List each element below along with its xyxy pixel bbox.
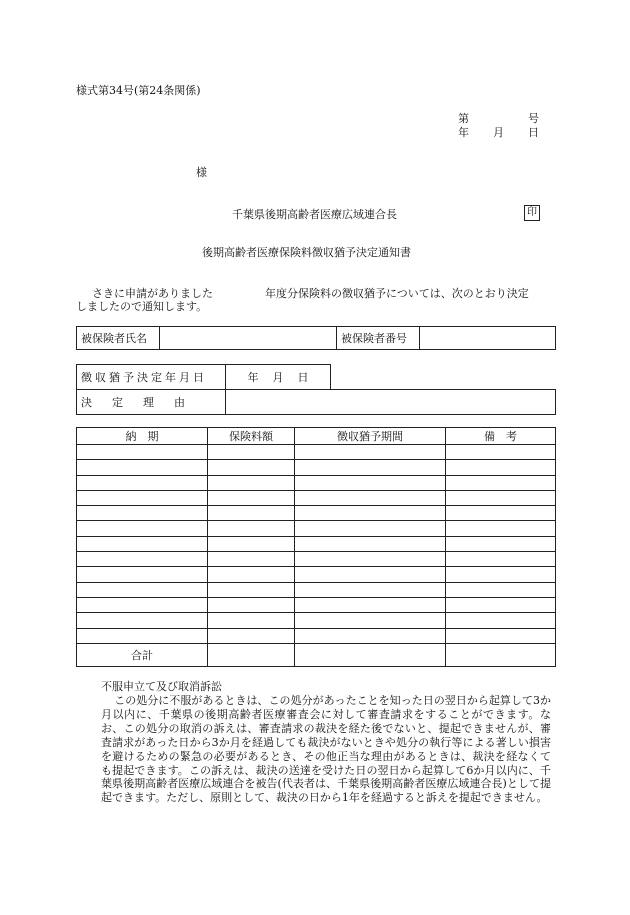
table-cell[interactable] — [295, 567, 446, 582]
table-cell[interactable] — [295, 628, 446, 643]
insured-name-label: 被保険者氏名 — [77, 327, 160, 350]
table-cell[interactable] — [295, 597, 446, 612]
header-grace-period: 徴収猶予期間 — [295, 428, 446, 445]
header-premium: 保険料額 — [208, 428, 295, 445]
table-cell[interactable] — [77, 567, 208, 582]
table-cell[interactable] — [295, 521, 446, 536]
table-cell[interactable] — [446, 628, 556, 643]
table-row — [77, 628, 556, 643]
table-cell[interactable] — [446, 552, 556, 567]
date-day: 日 — [528, 126, 539, 139]
total-cell[interactable] — [295, 643, 446, 666]
addressee-suffix: 様 — [196, 166, 207, 179]
table-cell[interactable] — [295, 552, 446, 567]
table-cell[interactable] — [208, 582, 295, 597]
table-cell[interactable] — [446, 536, 556, 551]
table-cell[interactable] — [77, 460, 208, 475]
table-cell[interactable] — [77, 490, 208, 505]
insured-table — [76, 326, 556, 350]
table-cell[interactable] — [446, 445, 556, 460]
table-row — [77, 460, 556, 475]
table-cell[interactable] — [295, 613, 446, 628]
table-cell[interactable] — [77, 521, 208, 536]
total-label: 合計 — [77, 643, 208, 666]
table-row — [77, 552, 556, 567]
header-due-date: 納 期 — [77, 428, 208, 445]
date-month: 月 — [493, 126, 504, 139]
decision-blank — [331, 365, 556, 390]
table-cell[interactable] — [77, 613, 208, 628]
table-cell[interactable] — [446, 567, 556, 582]
intro-part2: 年度分保険料の徴収猶予については、次のとおり決定 — [265, 287, 529, 300]
doc-number-suffix: 号 — [528, 112, 539, 125]
table-row — [77, 490, 556, 505]
table-cell[interactable] — [295, 582, 446, 597]
table-cell[interactable] — [208, 506, 295, 521]
table-cell[interactable] — [77, 552, 208, 567]
table-cell[interactable] — [77, 475, 208, 490]
table-row — [77, 536, 556, 551]
appeal-body: この処分に不服があるときは、この処分があったことを知った日の翌日から起算して3か月以内に、千葉県の後期高齢者医療審査会に対して審査請求をすることができます。なお、この処分の取消の訴えは、審査請求の裁決を経た後でないと、提起できませんが、審査請求があった日から3か月を経過しても裁決がないときや処分の執行等による著しい損害を避けるための緊急の必要があるとき、その他正当な理由があるときは、裁決を経なくても提起できます。この訴えは、裁決の送達を受けた日の翌日から起算して6か月以内に、千葉県後期高齢者医療広域連合を被告(代表者は、千葉県後期高齢者医療広域連合長)として提起できます。ただし、原則として、裁決の日から1年を経過すると訴えを提起できません。 — [101, 694, 551, 805]
table-cell[interactable] — [208, 552, 295, 567]
decision-month: 月 — [272, 371, 284, 384]
decision-reason-field[interactable] — [226, 390, 556, 415]
decision-year: 年 — [247, 371, 259, 384]
insured-name-field[interactable] — [160, 327, 337, 350]
table-row — [77, 445, 556, 460]
appeal-notice — [101, 680, 551, 805]
table-row — [77, 613, 556, 628]
table-cell[interactable] — [295, 445, 446, 460]
table-row — [77, 597, 556, 612]
table-cell[interactable] — [77, 445, 208, 460]
form-label: 様式第34号(第24条関係) — [76, 84, 201, 97]
table-cell[interactable] — [208, 490, 295, 505]
table-cell[interactable] — [446, 521, 556, 536]
issuer-name: 千葉県後期高齢者医療広域連合長 — [232, 208, 397, 221]
table-cell[interactable] — [208, 475, 295, 490]
table-cell[interactable] — [208, 445, 295, 460]
schedule-table — [76, 427, 556, 667]
table-row — [77, 506, 556, 521]
appeal-heading: 不服申立て及び取消訴訟 — [101, 680, 222, 693]
table-cell[interactable] — [208, 628, 295, 643]
table-cell[interactable] — [77, 506, 208, 521]
table-cell[interactable] — [446, 613, 556, 628]
decision-table — [76, 364, 556, 415]
decision-day: 日 — [297, 371, 309, 384]
seal-char: 印 — [527, 207, 537, 218]
doc-number-prefix: 第 — [458, 112, 469, 125]
table-cell[interactable] — [208, 536, 295, 551]
table-cell[interactable] — [295, 506, 446, 521]
total-cell[interactable] — [446, 643, 556, 666]
table-row — [77, 521, 556, 536]
table-cell[interactable] — [208, 460, 295, 475]
table-cell[interactable] — [208, 613, 295, 628]
insured-number-label: 被保険者番号 — [337, 327, 420, 350]
table-cell[interactable] — [77, 628, 208, 643]
table-cell[interactable] — [446, 475, 556, 490]
table-cell[interactable] — [77, 597, 208, 612]
table-cell[interactable] — [208, 521, 295, 536]
decision-date-field[interactable] — [226, 365, 331, 390]
document-title: 後期高齢者医療保険料徴収猶予決定通知書 — [202, 246, 411, 259]
seal-icon — [524, 205, 540, 221]
table-cell[interactable] — [446, 460, 556, 475]
table-cell[interactable] — [77, 582, 208, 597]
insured-number-field[interactable] — [420, 327, 556, 350]
total-row — [77, 643, 556, 666]
table-cell[interactable] — [208, 567, 295, 582]
table-row — [77, 475, 556, 490]
table-cell[interactable] — [446, 582, 556, 597]
table-cell[interactable] — [446, 490, 556, 505]
header-remarks: 備 考 — [446, 428, 556, 445]
table-cell[interactable] — [446, 506, 556, 521]
table-cell[interactable] — [208, 597, 295, 612]
table-row — [77, 567, 556, 582]
table-cell[interactable] — [446, 597, 556, 612]
table-cell[interactable] — [295, 536, 446, 551]
total-cell[interactable] — [208, 643, 295, 666]
intro-line2: しましたので通知します。 — [76, 300, 208, 313]
table-cell[interactable] — [295, 460, 446, 475]
date-year: 年 — [458, 126, 469, 139]
table-cell[interactable] — [295, 490, 446, 505]
table-cell[interactable] — [295, 475, 446, 490]
decision-reason-label: 決定理由 — [77, 390, 226, 415]
table-row — [77, 582, 556, 597]
intro-part1: さきに申請がありました — [92, 287, 213, 300]
table-cell[interactable] — [77, 536, 208, 551]
decision-date-label: 徴収猶予決定年月日 — [77, 365, 226, 390]
